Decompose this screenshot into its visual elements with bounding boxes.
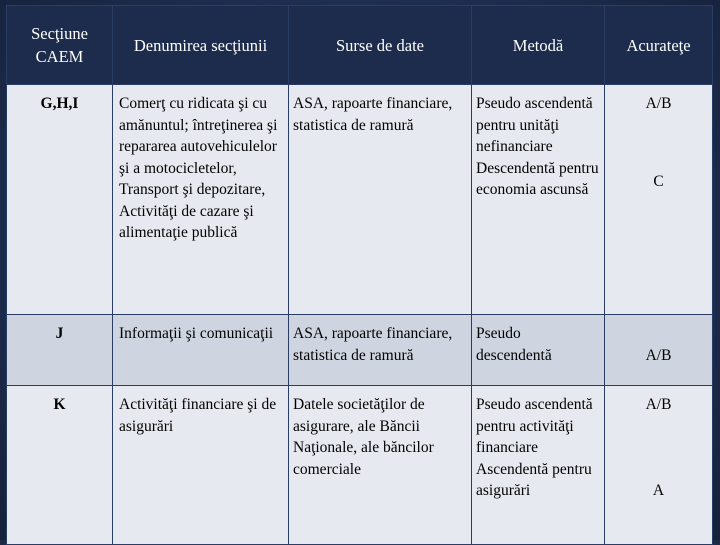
caem-sections-table <box>6 5 713 545</box>
accuracy-value: A <box>652 481 665 499</box>
table-row <box>7 386 713 545</box>
cell-code: G,H,I <box>7 85 113 315</box>
cell-name: Informaţii şi comunicaţii <box>113 315 289 386</box>
cell-source: Datele societăţilor de asigurare, ale Băncii Naţionale, ale băncilor comerciale <box>289 386 472 545</box>
cell-accuracy <box>605 85 713 315</box>
header-method: Metodă <box>472 6 605 85</box>
cell-accuracy <box>605 315 713 386</box>
cell-name: Comerţ cu ridicata şi cu amănuntul; întreţinerea şi repararea autovehiculelor şi a motocicletelor, Transport şi depozitare, Activităţi de cazare şi alimentaţie publică <box>113 85 289 315</box>
header-section-code: Secţiune CAEM <box>7 6 113 85</box>
table-row <box>7 315 713 386</box>
accuracy-value: A/B <box>645 396 672 413</box>
table-row <box>7 85 713 315</box>
accuracy-value: A/B <box>645 95 672 112</box>
cell-method: Pseudo descendentă <box>472 315 605 386</box>
header-section-name: Denumirea secţiunii <box>113 6 289 85</box>
cell-method: Pseudo ascendentă pentru activităţi financiare Ascendentă pentru asigurări <box>472 386 605 545</box>
header-data-sources: Surse de date <box>289 6 472 85</box>
cell-method: Pseudo ascendentă pentru unităţi nefinanciare Descendentă pentru economia ascunsă <box>472 85 605 315</box>
cell-name: Activităţi financiare şi de asigurări <box>113 386 289 545</box>
header-row <box>7 6 713 85</box>
cell-code: J <box>7 315 113 386</box>
cell-source: ASA, rapoarte financiare, statistica de ramură <box>289 85 472 315</box>
cell-source: ASA, rapoarte financiare, statistica de ramură <box>289 315 472 386</box>
cell-code: K <box>7 386 113 545</box>
header-accuracy: Acurateţe <box>605 6 713 85</box>
accuracy-value: A/B <box>645 347 672 364</box>
accuracy-value: C <box>653 172 664 190</box>
cell-accuracy <box>605 386 713 545</box>
